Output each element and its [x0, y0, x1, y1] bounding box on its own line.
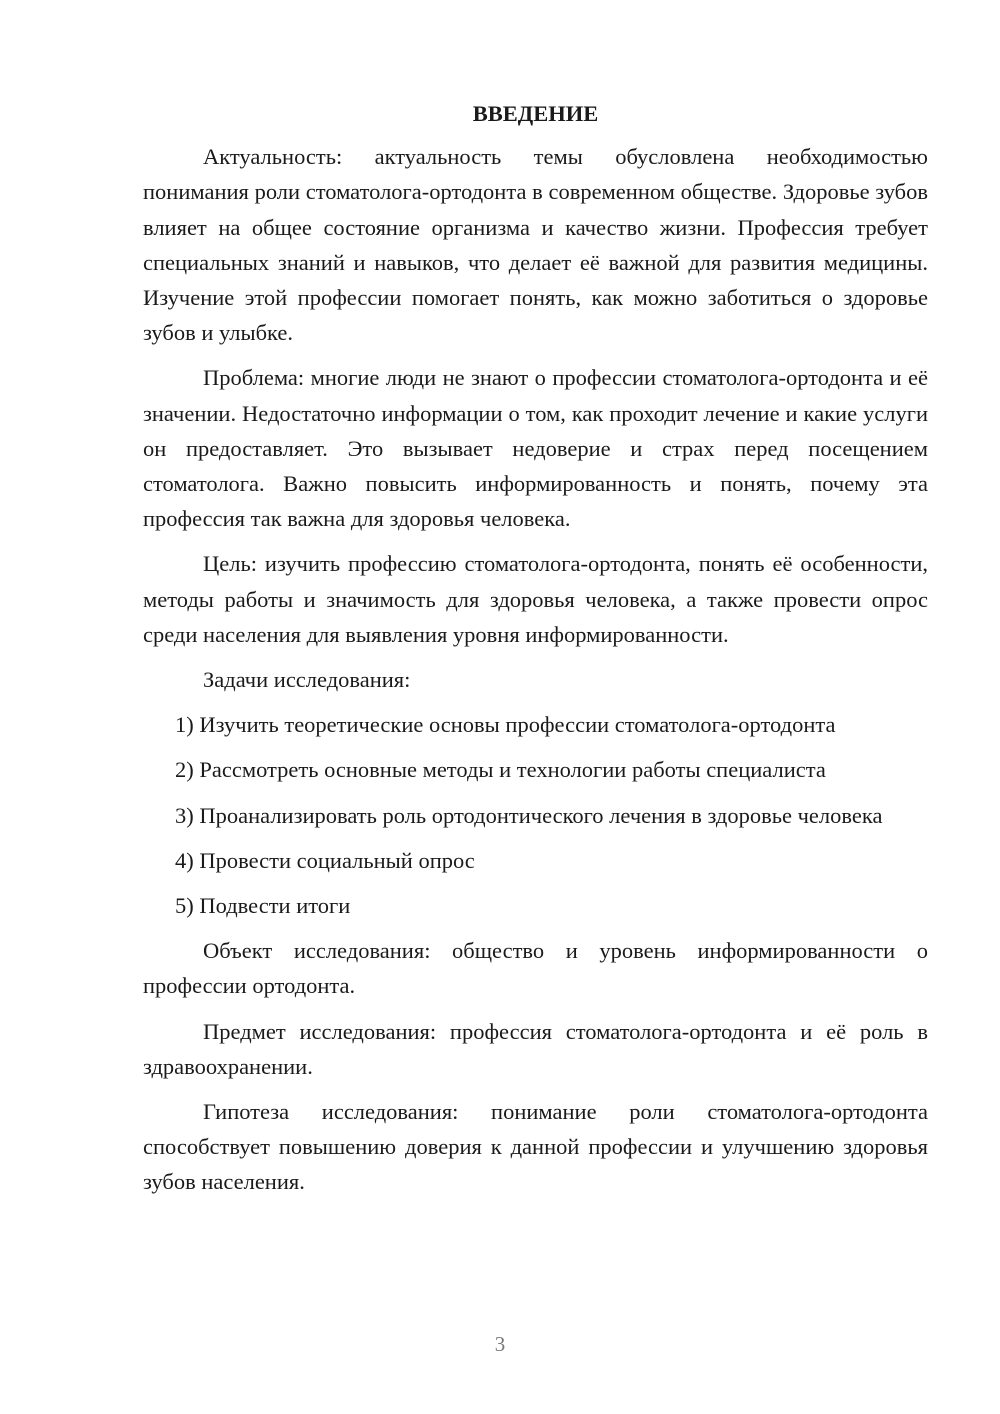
tasks-heading: Задачи исследования: — [203, 667, 411, 693]
goal-paragraph: Цель: изучить профессию стоматолога-ортодонта, понять её особенности, методы работы и значимость для здоровья человека, а также провести опрос среди населения для выявления уровня информированности. — [143, 551, 928, 647]
object-paragraph: Объект исследования: общество и уровень информированности о профессии ортодонта. — [143, 938, 928, 999]
task-item-3: 3) Проанализировать роль ортодонтического лечения в здоровье человека — [175, 802, 883, 828]
hypothesis-paragraph: Гипотеза исследования: понимание роли стоматолога-ортодонта способствует повышению доверия к данной профессии и улучшению здоровья зубов населения. — [143, 1099, 928, 1195]
task-item-4: 4) Провести социальный опрос — [175, 847, 475, 873]
relevance-paragraph: Актуальность: актуальность темы обусловлена необходимостью понимания роли стоматолога-ортодонта в современном обществе. Здоровье зубов влияет на общее состояние организма и качество жизни. Профессия требует специальных знаний и навыков, что делает её важной для развития медицины. Изучение этой профессии помогает понять, как можно заботиться о здоровье зубов и улыбке. — [143, 144, 928, 346]
task-item-2: 2) Рассмотреть основные методы и технологии работы специалиста — [175, 757, 826, 783]
problem-paragraph: Проблема: многие люди не знают о профессии стоматолога-ортодонта и её значении. Недостаточно информации о том, как проходит лечение и какие услуги он предоставляет. Это вызывает недоверие и страх перед посещением стоматолога. Важно повысить информированность и понять, почему эта профессия так важна для здоровья человека. — [143, 365, 928, 532]
page-number: 3 — [494, 1332, 506, 1356]
section-title: ВВЕДЕНИЕ — [472, 101, 599, 126]
subject-paragraph: Предмет исследования: профессия стоматолога-ортодонта и её роль в здравоохранении. — [143, 1018, 928, 1079]
task-item-5: 5) Подвести итоги — [175, 893, 351, 919]
task-item-1: 1) Изучить теоретические основы профессии стоматолога-ортодонта — [175, 712, 836, 738]
page-body — [143, 96, 928, 1210]
